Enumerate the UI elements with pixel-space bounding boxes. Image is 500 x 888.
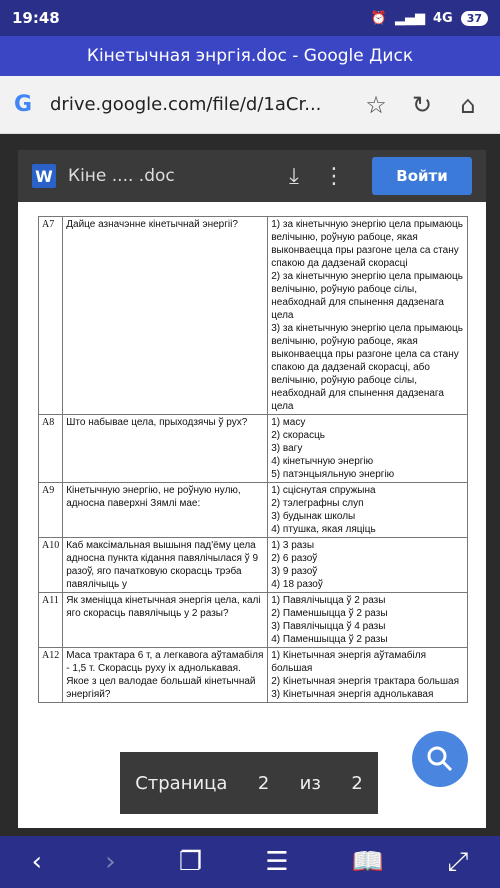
question-number: A10 xyxy=(39,538,63,593)
alarm-icon: ⏰ xyxy=(370,10,387,26)
answer-options xyxy=(268,648,468,703)
url-field[interactable]: drive.google.com/file/d/1aCr... xyxy=(50,94,322,115)
answer-option: 2) за кінетычную энергію цела прымаюць велічыню, роўную рабоце сілы, неабходнай для спынення дадзенага цела xyxy=(271,271,463,321)
answer-option: 4) кінетычную энергію xyxy=(271,456,374,467)
question-text: Кінетычную энергію, не роўную нулю, адносна паверхні Зямлі мае: xyxy=(63,483,268,538)
question-text: Дайце азначэнне кінетычнай энергіі? xyxy=(63,217,268,415)
status-bar xyxy=(0,0,500,36)
answer-option: 3) вагу xyxy=(271,443,303,454)
question-row xyxy=(39,483,468,538)
home-icon[interactable]: ⌂ xyxy=(460,90,476,119)
answer-option: 2) Паменшыцца ў 2 разы xyxy=(271,608,388,619)
answer-options xyxy=(268,415,468,483)
answer-option: 3) за кінетычную энергію цела прымаюць велічыню, роўную рабоце, якая выконваецца пры разгоне цела са стану спакою да дадзенай скорасці, або велічыню, роўную рабоце сілы, неабходнай для спынення дадзенага цела xyxy=(271,323,463,412)
reader-mode-icon[interactable]: 📖 xyxy=(351,847,385,877)
question-row xyxy=(39,415,468,483)
browser-nav-bar xyxy=(0,836,500,888)
question-text: Як зменіцца кінетычная энергія цела, калі яго скорасць павялічыць у 2 разы? xyxy=(63,593,268,648)
word-file-icon: W xyxy=(32,164,56,188)
answer-option: 3) Павялічыцца ў 4 разы xyxy=(271,621,386,632)
tabs-icon[interactable]: ❐ xyxy=(178,847,203,877)
answer-option: 3) будынак школы xyxy=(271,511,356,522)
question-number: A11 xyxy=(39,593,63,648)
window-title: Кінетычная энргія.doc - Google Диск xyxy=(0,36,500,76)
page-current: 2 xyxy=(257,772,270,794)
battery-indicator: 37 xyxy=(461,11,488,26)
answer-option: 1) 3 разы xyxy=(271,540,315,551)
login-button[interactable]: Войти xyxy=(372,157,472,195)
document-file-name: Кіне .... .doc xyxy=(68,166,175,186)
google-icon: G xyxy=(14,92,33,117)
question-row xyxy=(39,593,468,648)
page-label: Страница xyxy=(135,772,228,794)
answer-option: 2) тэлеграфны слуп xyxy=(271,498,364,509)
browser-url-bar xyxy=(0,76,500,134)
answer-option: 2) Кінетычная энергія трактара большая xyxy=(271,676,460,687)
menu-icon[interactable]: ☰ xyxy=(265,847,289,877)
forward-icon[interactable]: › xyxy=(105,847,116,877)
answer-option: 2) 6 разоў xyxy=(271,553,318,564)
back-icon[interactable]: ‹ xyxy=(31,847,43,877)
questions-table xyxy=(38,216,468,703)
reload-icon[interactable]: ↻ xyxy=(411,90,433,119)
answer-option: 4) Паменшыцца ў 2 разы xyxy=(271,634,388,645)
question-number: A7 xyxy=(39,217,63,415)
answer-option: 1) масу xyxy=(271,417,306,428)
page-of-label: из xyxy=(299,772,321,794)
question-text: Каб максімальная вышыня пад'ёму цела адносна пункта кідання павялічылася ў 9 разоў, яго пачатковую скорасць трэба павялічыць у xyxy=(63,538,268,593)
answer-options xyxy=(268,217,468,415)
download-icon[interactable]: ⤓ xyxy=(289,163,299,189)
network-label: 4G xyxy=(432,10,453,26)
answer-option: 4) 18 разоў xyxy=(271,579,323,590)
page-indicator xyxy=(120,752,378,814)
answer-option: 2) скорасць xyxy=(271,430,326,441)
question-text: Маса трактара 6 т, а легкавога аўтамабіля - 1,5 т. Скорасць руху іх аднолькавая. Якое з цел валодае большай кінетычнай энергіяй? xyxy=(63,648,268,703)
page-total: 2 xyxy=(351,772,363,794)
more-vert-icon[interactable]: ⋮ xyxy=(323,163,345,189)
question-row xyxy=(39,217,468,415)
answer-option: 3) Кінетычная энергія аднолькавая xyxy=(271,689,434,700)
question-row xyxy=(39,538,468,593)
answer-option: 5) патэнцыяльную энергію xyxy=(271,469,395,480)
answer-option: 3) 9 разоў xyxy=(271,566,318,577)
answer-option: 1) Кінетычная энергія аўтамабіля большая xyxy=(271,650,426,674)
question-text: Што набывае цела, прыходзячы ў рух? xyxy=(63,415,268,483)
bookmark-star-icon[interactable]: ☆ xyxy=(365,90,387,119)
answer-option: 4) птушка, якая ляціць xyxy=(271,524,376,535)
answer-option: 1) Павялічыцца ў 2 разы xyxy=(271,595,386,606)
answer-options xyxy=(268,593,468,648)
search-icon xyxy=(426,745,454,773)
question-number: A8 xyxy=(39,415,63,483)
question-number: A9 xyxy=(39,483,63,538)
signal-icon: ▂▄▆ xyxy=(394,10,425,26)
answer-option: 1) за кінетычную энергію цела прымаюць велічыню, роўную рабоце, якая выконваецца пры разгоне цела са стану спакою да дадзенай скорасці xyxy=(271,219,463,269)
answer-options xyxy=(268,483,468,538)
status-icons xyxy=(371,11,488,26)
question-number: A12 xyxy=(39,648,63,703)
document-page xyxy=(18,202,486,828)
fullscreen-icon[interactable]: ⤢ xyxy=(447,846,469,877)
search-button[interactable] xyxy=(412,731,468,787)
answer-option: 1) сціснутая спружына xyxy=(271,485,376,496)
status-time: 19:48 xyxy=(12,9,60,27)
question-row xyxy=(39,648,468,703)
answer-options xyxy=(268,538,468,593)
